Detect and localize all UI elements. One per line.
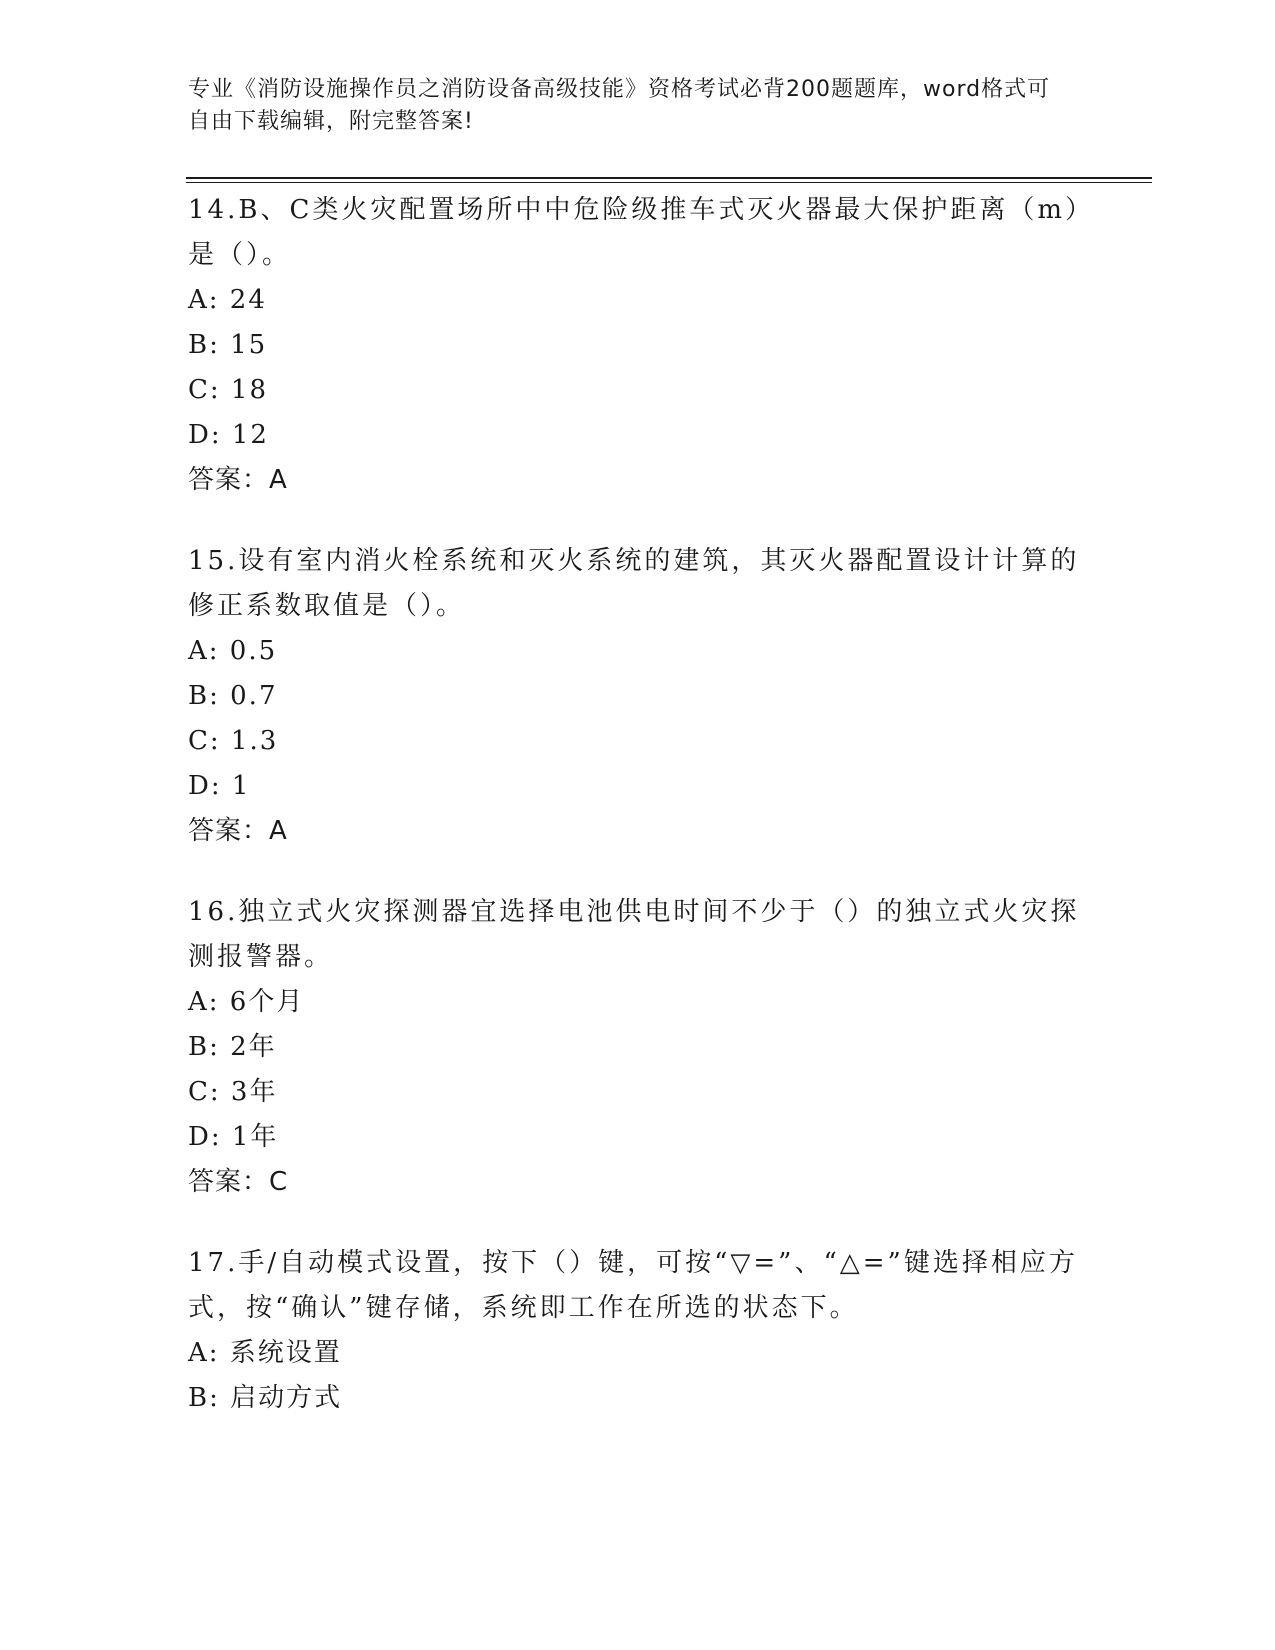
document-intro: 专业《消防设施操作员之消防设备高级技能》资格考试必背200题题库，word格式可自由下载编辑，附完整答案! (188, 77, 1051, 134)
question-stem: 16.独立式火灾探测器宜选择电池供电时间不少于（）的独立式火灾探测报警器。 (188, 897, 1080, 972)
option-c: C: 3年 (188, 1077, 278, 1107)
option-c: C: 18 (188, 375, 269, 405)
answer-line: 答案：A (188, 465, 288, 495)
header-divider-thin (186, 182, 1152, 183)
option-b: B: 15 (188, 330, 268, 360)
option-d: D: 1年 (188, 1122, 279, 1152)
option-a: A: 6个月 (188, 987, 305, 1017)
question-stem: 14.B、C类火灾配置场所中中危险级推车式灭火器最大保护距离（m）是（）。 (188, 195, 1082, 270)
question-list (188, 188, 1088, 1457)
question-16 (188, 890, 1088, 1205)
answer-line: 答案：A (188, 816, 288, 846)
question-stem: 15.设有室内消火栓系统和灭火系统的建筑，其灭火器配置设计计算的修正系数取值是（）。 (188, 546, 1080, 621)
option-a: A: 24 (188, 285, 267, 315)
option-b: B: 0.7 (188, 681, 278, 711)
question-17 (188, 1241, 1088, 1421)
header-divider-thick (186, 177, 1152, 179)
question-14 (188, 188, 1088, 503)
question-stem: 17.手/自动模式设置，按下（）键，可按“▽=”、“△=”键选择相应方式，按“确认”键存储，系统即工作在所选的状态下。 (188, 1248, 1078, 1323)
option-a: A: 系统设置 (188, 1338, 342, 1368)
option-a: A: 0.5 (188, 636, 278, 666)
option-b: B: 2年 (188, 1032, 277, 1062)
answer-line: 答案：C (188, 1167, 289, 1197)
option-b: B: 启动方式 (188, 1383, 343, 1413)
option-d: D: 12 (188, 420, 269, 450)
option-d: D: 1 (188, 771, 251, 801)
option-c: C: 1.3 (188, 726, 279, 756)
question-15 (188, 539, 1088, 854)
